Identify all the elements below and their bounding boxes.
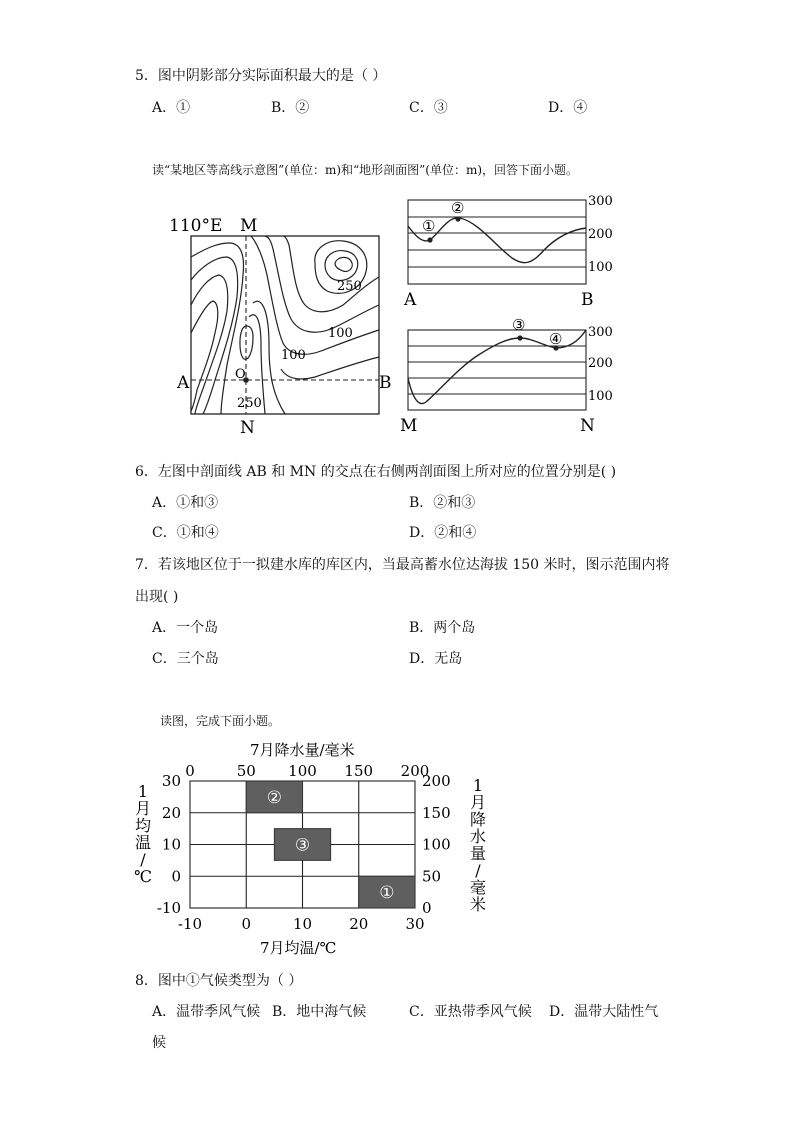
contour-label-100-center: 100 xyxy=(281,348,306,363)
left-axis-title-char: 月 xyxy=(134,799,152,818)
top-axis-tick: 50 xyxy=(236,762,256,780)
profile-ab-tick-100: 100 xyxy=(588,260,613,275)
bottom-axis-tick: 20 xyxy=(349,915,369,933)
right-axis-title-char: 毫 xyxy=(469,878,487,897)
left-axis-title-char: 均 xyxy=(134,816,152,835)
profile-ab-point-2 xyxy=(455,216,460,221)
profile-ab-tick-300: 300 xyxy=(588,194,613,209)
q5-option-a: A．① xyxy=(152,100,191,116)
q8-option-d: D．温带大陆性气 xyxy=(549,1004,659,1020)
profile-ab xyxy=(400,192,615,312)
q5-option-d: D．④ xyxy=(548,100,588,116)
right-axis-title-char: 降 xyxy=(469,810,487,829)
right-axis-tick: 0 xyxy=(422,899,432,917)
point-o-label: O xyxy=(235,367,246,382)
right-axis-title-char: 米 xyxy=(469,895,487,914)
intro-contour: 读“某地区等高线示意图”(单位：m)和“地形剖面图”(单位：m)，回答下面小题。 xyxy=(152,163,579,177)
longitude-label: 110°E xyxy=(169,216,223,236)
bottom-axis-tick: 30 xyxy=(405,915,425,933)
left-axis-tick: 20 xyxy=(161,803,181,822)
map-label-b: B xyxy=(379,373,392,393)
q8-option-c: C．亚热带季风气候 xyxy=(409,1004,532,1020)
profile-mn-tick-200: 200 xyxy=(588,356,613,371)
left-axis-tick: 0 xyxy=(171,867,181,886)
q7-stem-line1: 7．若该地区位于一拟建水库的库区内，当最高蓄水位达海拔 150 米时，图示范围内将 xyxy=(135,557,670,573)
q8-stem: 8．图中①气候类型为（ ） xyxy=(135,973,303,989)
profile-mn-label-m: M xyxy=(400,416,418,436)
left-axis-title-char: ℃ xyxy=(134,867,152,886)
profile-ab-point-1 xyxy=(427,237,432,242)
profile-ab-label-a: A xyxy=(404,290,417,310)
profile-mn xyxy=(400,318,615,438)
right-axis-tick: 150 xyxy=(422,803,451,822)
q5-option-c: C．③ xyxy=(409,100,448,116)
bottom-axis-tick: 0 xyxy=(241,915,252,933)
bottom-axis-title: 7月均温/℃ xyxy=(260,939,337,957)
profile-ab-tick-200: 200 xyxy=(588,227,613,242)
q7-option-a: A．一个岛 xyxy=(152,620,219,636)
map-frame xyxy=(191,236,379,414)
q6-option-d: D．②和④ xyxy=(409,525,477,541)
top-axis-tick: 100 xyxy=(288,762,317,780)
top-axis-title: 7月降水量/毫米 xyxy=(250,741,355,759)
right-axis-title-char: 1 xyxy=(472,776,484,795)
contour-label-250-bottom: 250 xyxy=(237,396,262,411)
right-axis-title-char: 水 xyxy=(469,827,487,846)
climate-box-label: ① xyxy=(379,883,395,904)
q7-option-d: D．无岛 xyxy=(409,651,463,667)
profile-mn-point-3 xyxy=(517,335,522,340)
bottom-axis-tick: 10 xyxy=(292,915,313,933)
top-axis-tick: 150 xyxy=(344,762,374,780)
q6-option-b: B．②和③ xyxy=(409,495,476,511)
q8-option-b: B．地中海气候 xyxy=(272,1004,367,1020)
map-label-m: M xyxy=(240,216,258,236)
left-axis-tick: 10 xyxy=(161,835,181,854)
profile-mn-tick-100: 100 xyxy=(588,389,613,404)
contour-label-250-top: 250 xyxy=(337,279,362,294)
q5-stem: 5．图中阴影部分实际面积最大的是（ ） xyxy=(135,68,387,84)
climate-box-label: ③ xyxy=(294,835,311,856)
q6-stem: 6．左图中剖面线 AB 和 MN 的交点在右侧两剖面图上所对应的位置分别是( ) xyxy=(135,464,617,480)
left-axis-tick: -10 xyxy=(156,899,181,917)
profile-ab-marker-1: ① xyxy=(422,217,436,235)
q8-option-a: A．温带季风气候 xyxy=(152,1004,261,1020)
profile-mn-label-n: N xyxy=(580,416,595,436)
top-axis-tick: 200 xyxy=(400,762,430,780)
contour-lines xyxy=(191,236,379,414)
intro-climate: 读图，完成下面小题。 xyxy=(160,714,281,728)
right-axis-title-char: 量 xyxy=(469,844,487,863)
right-axis-title-char: / xyxy=(475,861,481,880)
left-axis-tick: 30 xyxy=(161,772,181,790)
left-axis-title-char: / xyxy=(140,850,146,869)
right-axis-tick: 200 xyxy=(422,772,451,790)
right-axis-tick: 50 xyxy=(422,867,442,886)
left-axis-title-char: 温 xyxy=(134,833,152,852)
map-label-n: N xyxy=(240,418,255,438)
map-label-a: A xyxy=(177,373,190,393)
profile-ab-label-b: B xyxy=(581,290,594,310)
right-axis-tick: 100 xyxy=(422,835,451,854)
contour-map xyxy=(165,205,390,440)
profile-mn-marker-4: ④ xyxy=(549,330,563,348)
bottom-axis-tick: -10 xyxy=(177,915,203,933)
q7-option-c: C．三个岛 xyxy=(152,651,219,667)
q8-option-d-continuation: 候 xyxy=(152,1035,166,1051)
climate-chart xyxy=(125,735,505,960)
q7-stem-line2: 出现( ) xyxy=(135,589,179,605)
profile-ab-marker-2: ② xyxy=(451,199,465,217)
q6-option-a: A．①和③ xyxy=(152,495,219,511)
profile-mn-marker-3: ③ xyxy=(512,316,526,334)
climate-box-label: ② xyxy=(266,787,282,808)
q7-option-b: B．两个岛 xyxy=(409,620,476,636)
q5-option-b: B．② xyxy=(271,100,310,116)
left-axis-title-char: 1 xyxy=(137,782,149,801)
right-axis-title-char: 月 xyxy=(469,793,487,812)
q6-option-c: C．①和④ xyxy=(152,525,219,541)
top-axis-tick: 0 xyxy=(185,762,195,780)
contour-label-100-right: 100 xyxy=(328,326,353,341)
profile-mn-tick-300: 300 xyxy=(588,325,613,340)
